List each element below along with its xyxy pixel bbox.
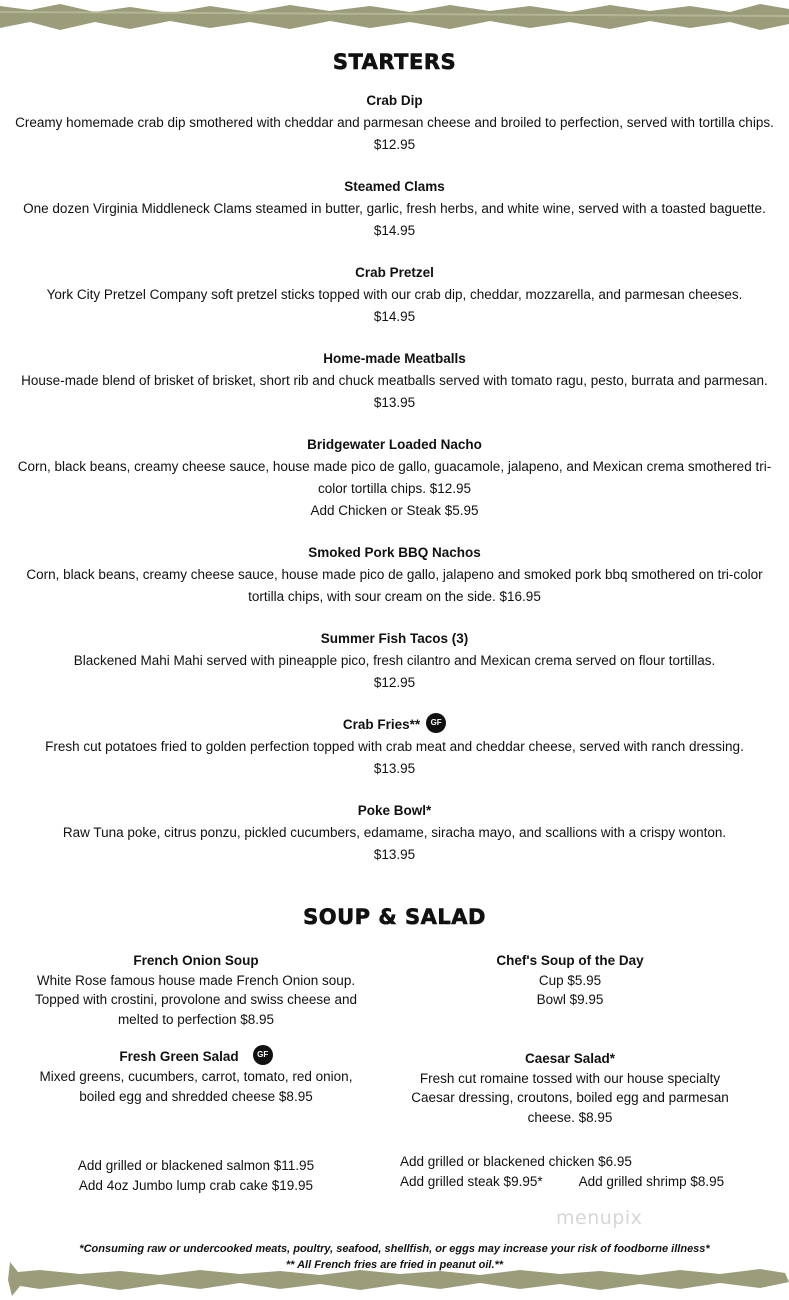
addon-line: Add grilled or blackened salmon $11.95 [77,1158,315,1173]
item-name: Crab Pretzel [355,265,434,280]
menu-item-steamed-clams [10,176,779,242]
item-description: Corn, black beans, creamy cheese sauce, house made pico de gallo, jalapeno and smoked pork bbq smothered on tri-color tortilla chips, with sour cream on the side. $16.95 [26,567,763,604]
menu-item-crab-fries [10,714,779,780]
item-name: Smoked Pork BBQ Nachos [308,545,481,560]
menu-item-poke-bowl [10,800,779,866]
menupix-watermark: menupix [556,1207,643,1229]
item-price: $14.95 [373,309,416,324]
item-description: Blackened Mahi Mahi served with pineapple pico, fresh cilantro and Mexican crema served on flour tortillas. [73,653,716,668]
item-price-line: Cup $5.95 [538,972,602,988]
item-name: Fresh Green Salad [119,1049,239,1064]
gluten-free-badge-icon: GF [253,1045,273,1065]
item-description-line: White Rose famous house made French Onion soup. [36,972,356,988]
item-name: Home-made Meatballs [323,351,466,366]
item-description-line: melted to perfection $8.95 [117,1011,275,1027]
addon-line: Add grilled or blackened chicken $6.95 [400,1154,632,1169]
menu-item-loaded-nacho [10,434,779,522]
item-description-line: cheese. $8.95 [527,1109,613,1125]
menu-item-fresh-green-salad [20,1047,372,1106]
item-price: $13.95 [373,761,416,776]
item-addon: Add Chicken or Steak $5.95 [310,503,479,518]
menu-item-crab-dip [10,90,779,156]
item-name: Poke Bowl* [357,803,432,818]
menu-item-bbq-nachos [10,542,779,608]
item-description: Creamy homemade crab dip smothered with cheddar and parmesan cheese and broiled to perfection, served with tortilla chips. $12.95 [15,115,774,152]
menu-item-meatballs [10,348,779,414]
item-name: Summer Fish Tacos (3) [320,631,469,646]
item-description: Raw Tuna poke, citrus ponzu, pickled cucumbers, edamame, siracha mayo, and scallions with a crispy wonton. [62,825,727,840]
item-name: Bridgewater Loaded Nacho [307,437,482,452]
menu-item-crab-pretzel [10,262,779,328]
menu-item-caesar-salad [395,1049,745,1127]
menu-item-chefs-soup [395,951,745,1010]
item-description: York City Pretzel Company soft pretzel sticks topped with our crab dip, cheddar, mozzarella, and parmesan cheeses. [46,287,743,302]
item-description-line: boiled egg and shredded cheese $8.95 [79,1088,313,1104]
bottom-brush-stroke-decoration [0,1258,789,1300]
item-name: Chef's Soup of the Day [496,953,644,968]
top-brush-stroke-decoration [0,0,789,36]
salad-addons-left [20,1156,372,1195]
item-description-line: Fresh cut romaine tossed with our house specialty [419,1070,721,1086]
addon-steak: Add grilled steak $9.95* [400,1173,543,1189]
item-description-line: Topped with crostini, provolone and swiss cheese and [35,992,357,1007]
item-price: $13.95 [373,847,416,862]
item-description: One dozen Virginia Middleneck Clams steamed in butter, garlic, fresh herbs, and white wine, served with a toasted baguette. $14.95 [23,201,766,238]
item-description: Corn, black beans, creamy cheese sauce, house made pico de gallo, guacamole, jalapeno, and Mexican crema smothered tri-color tortilla chips. $12.95 [17,459,772,496]
disclaimer-raw-food: *Consuming raw or undercooked meats, poultry, seafood, shellfish, or eggs may increase your risk of foodborne illness* [79,1243,710,1255]
gluten-free-badge-icon: GF [426,713,446,733]
item-description-line: Caesar dressing, croutons, boiled egg and parmesan [411,1090,729,1105]
item-description: House-made blend of brisket of brisket, short rib and chuck meatballs served with tomato ragu, pesto, burrata and parmesan. $13.95 [21,373,768,410]
disclaimer-peanut-oil: ** All French fries are fried in peanut oil.** [285,1259,504,1271]
item-name: Steamed Clams [344,179,445,194]
item-name: Crab Fries** [342,717,421,732]
menu-item-fish-tacos [10,628,779,694]
starters-heading: STARTERS [332,50,457,74]
addon-line: Add 4oz Jumbo lump crab cake $19.95 [78,1177,314,1193]
salad-addons-right [400,1152,760,1191]
item-price: $12.95 [373,675,416,690]
item-name: French Onion Soup [133,953,259,968]
item-description: Fresh cut potatoes fried to golden perfection topped with crab meat and cheddar cheese, served with ranch dressing. [45,739,744,754]
addon-shrimp: Add grilled shrimp $8.95 [578,1173,725,1189]
item-description-line: Mixed greens, cucumbers, carrot, tomato, red onion, [39,1069,353,1085]
item-name: Caesar Salad* [524,1051,616,1066]
soup-salad-heading: SOUP & SALAD [303,905,486,929]
menu-item-french-onion-soup [20,951,372,1029]
item-price-line: Bowl $9.95 [536,992,604,1007]
item-name: Crab Dip [366,93,423,108]
